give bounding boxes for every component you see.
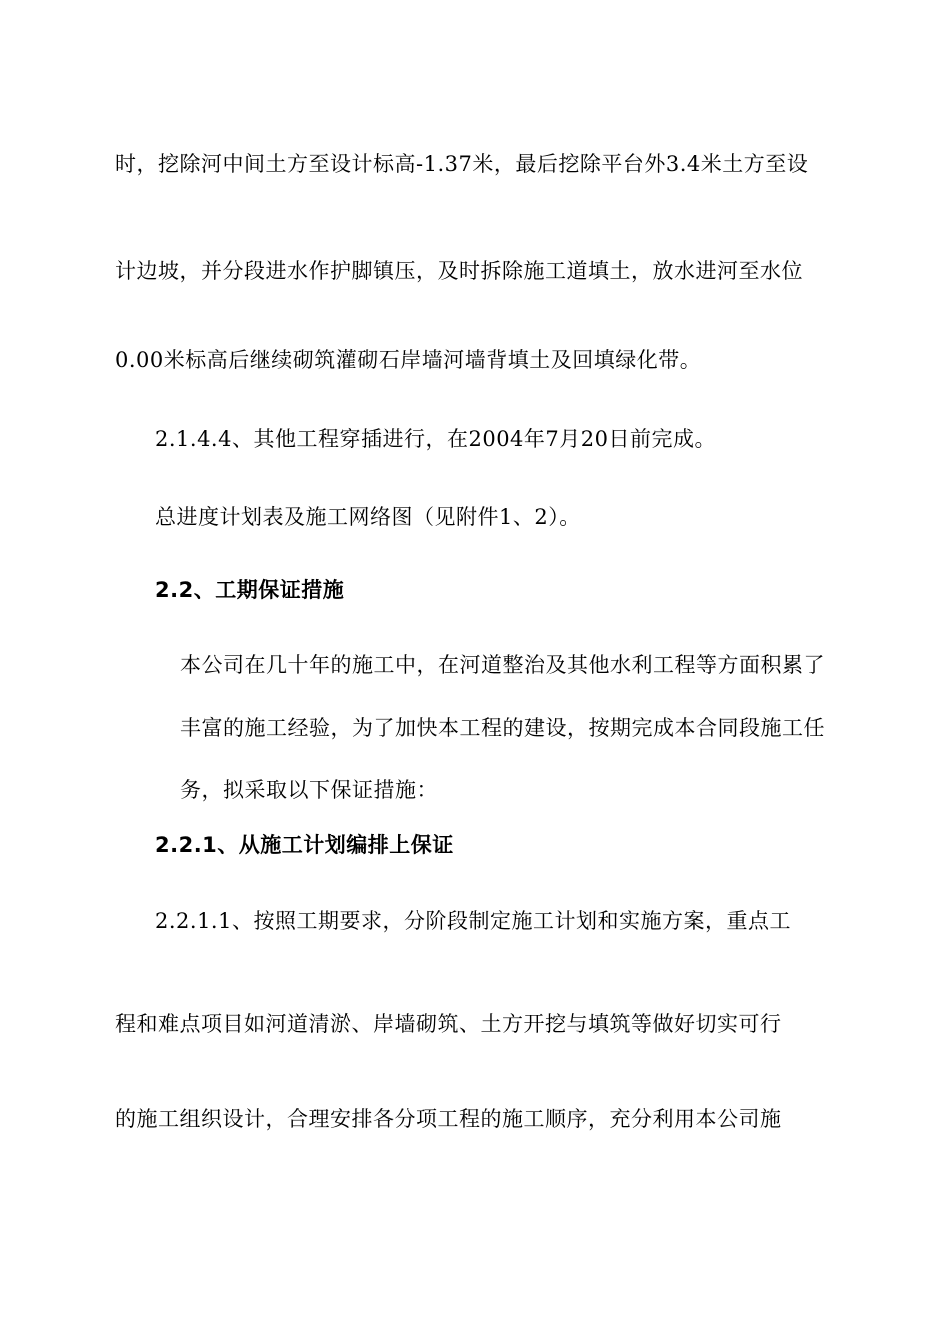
paragraph-line: 计边坡，并分段进水作护脚镇压，及时拆除施工道填土，放水进河至水位 <box>115 259 803 283</box>
schedule-note: 总进度计划表及施工网络图（见附件1、2）。 <box>155 505 581 529</box>
list-item-line: 的施工组织设计，合理安排各分项工程的施工顺序，充分利用本公司施 <box>115 1107 782 1131</box>
list-item-line: 程和难点项目如河道清淤、岸墙砌筑、土方开挖与填筑等做好切实可行 <box>115 1012 782 1036</box>
paragraph-line: 时，挖除河中间土方至设计标高-1.37米，最后挖除平台外3.4米土方至设 <box>115 152 809 176</box>
section-heading-2-2: 2.2、工期保证措施 <box>155 578 345 602</box>
intro-line: 丰富的施工经验，为了加快本工程的建设，按期完成本合同段施工任 <box>180 716 825 740</box>
intro-line: 本公司在几十年的施工中，在河道整治及其他水利工程等方面积累了 <box>180 653 825 677</box>
list-item-2-1-4-4: 2.1.4.4、其他工程穿插进行，在2004年7月20日前完成。 <box>155 427 716 451</box>
list-item-line: 2.2.1.1、按照工期要求，分阶段制定施工计划和实施方案，重点工 <box>155 909 791 933</box>
intro-line: 务，拟采取以下保证措施： <box>180 778 438 802</box>
section-heading-2-2-1: 2.2.1、从施工计划编排上保证 <box>155 833 454 857</box>
paragraph-line: 0.00米标高后继续砌筑灌砌石岸墙河墙背填土及回填绿化带。 <box>115 348 702 372</box>
